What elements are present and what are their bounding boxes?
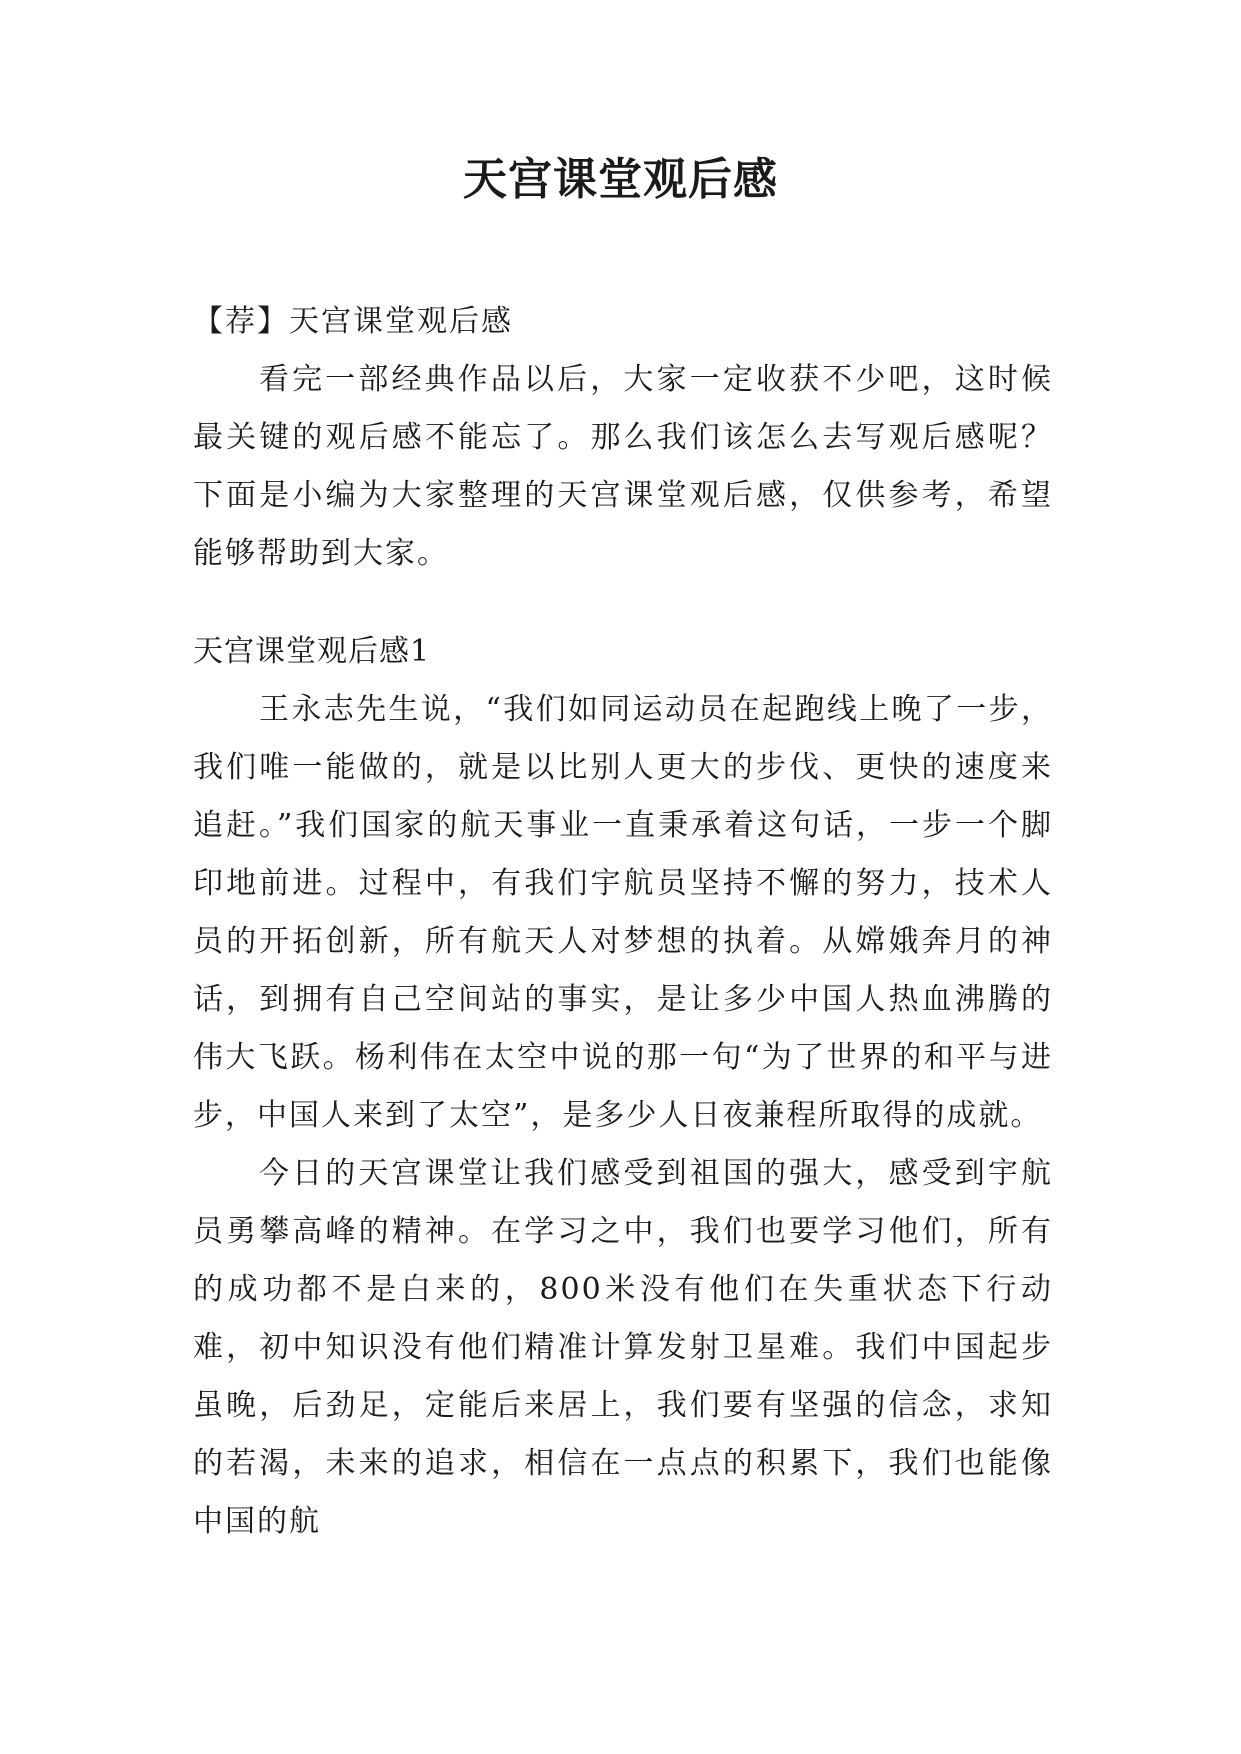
document-title: 天宫课堂观后感: [463, 154, 778, 205]
body-paragraph: 王永志先生说，“我们如同运动员在起跑线上晚了一步，我们唯一能做的，就是以比别人更大的步伐、更快的速度来追赶。”我们国家的航天事业一直秉承着这句话，一步一个脚印地前进。过程中，有我们宇航员坚持不懈的努力，技术人员的开拓创新，所有航天人对梦想的执着。从嫦娥奔月的神话，到拥有自己空间站的事实，是让多少中国人热血沸腾的伟大飞跃。杨利伟在太空中说的那一句“为了世界的和平与进步，中国人来到了太空”，是多少人日夜兼程所取得的成就。: [193, 692, 1053, 1133]
body-paragraph: 今日的天宫课堂让我们感受到祖国的强大，感受到宇航员勇攀高峰的精神。在学习之中，我们也要学习他们，所有的成功都不是白来的，800米没有他们在失重状态下行动难，初中知识没有他们精准计算发射卫星难。我们中国起步虽晚，后劲足，定能后来居上，我们要有坚强的信念，求知的若渴，未来的追求，相信在一点点的积累下，我们也能像中国的航: [193, 1156, 1053, 1539]
document-body: [193, 293, 1053, 1551]
intro-paragraph: 看完一部经典作品以后，大家一定收获不少吧，这时候最关键的观后感不能忘了。那么我们该怎么去写观后感呢？下面是小编为大家整理的天宫课堂观后感，仅供参考，希望能够帮助到大家。: [193, 362, 1053, 571]
recommend-line: 【荐】天宫课堂观后感: [193, 304, 513, 339]
section-heading: 天宫课堂观后感1: [193, 634, 431, 669]
